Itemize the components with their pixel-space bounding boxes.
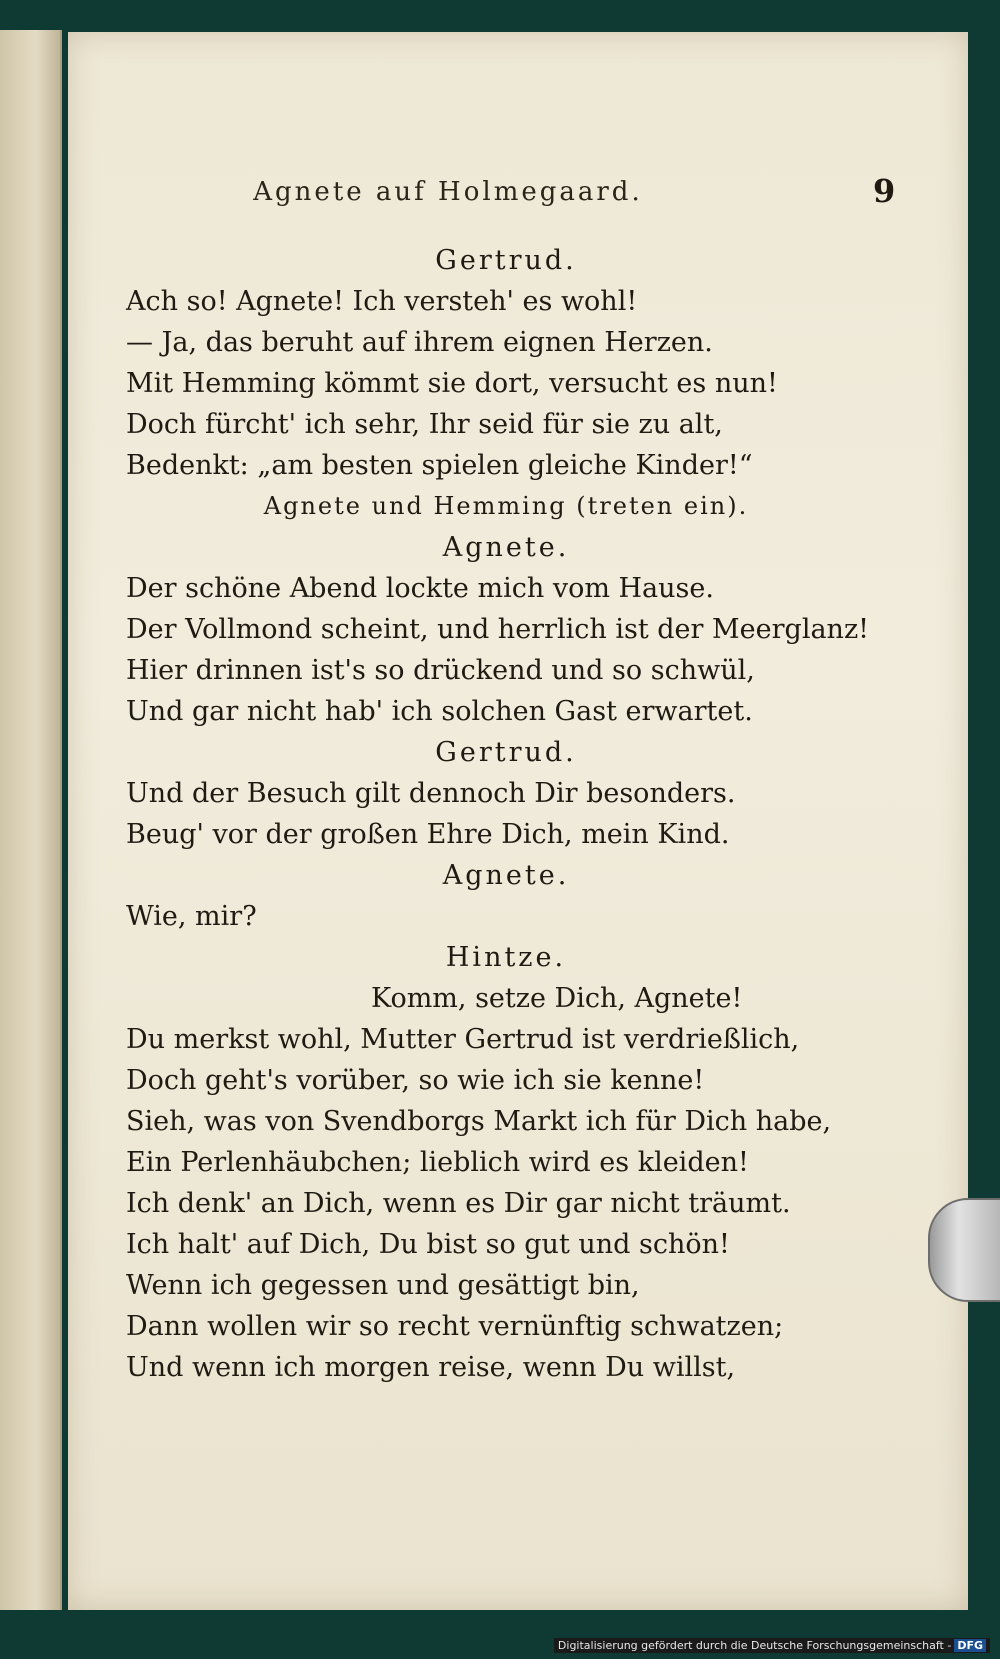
running-head: Agnete auf Holmegaard. [253, 177, 643, 207]
page-number: 9 [873, 172, 896, 210]
stage-direction: Agnete und Hemming (treten ein). [263, 492, 749, 520]
footer-text: Digitalisierung gefördert durch die Deutsche Forschungsgemeinschaft - [557, 1639, 952, 1652]
verse-line: Doch fürcht' ich sehr, Ihr seid für sie zu alt, [126, 409, 723, 440]
footer-credit [554, 1638, 990, 1653]
book-page [68, 32, 968, 1610]
verse-line: — Ja, das beruht auf ihrem eignen Herzen. [126, 327, 713, 358]
dfg-logo: DFG [954, 1639, 986, 1652]
verse-line: Ach so! Agnete! Ich versteh' es wohl! [126, 286, 638, 317]
verse-line: Ein Perlenhäubchen; lieblich wird es kleiden! [126, 1147, 749, 1178]
verse-line: Bedenkt: „am besten spielen gleiche Kinder!“ [126, 450, 753, 481]
page-clip [928, 1198, 1000, 1302]
verse-line: Und der Besuch gilt dennoch Dir besonders. [126, 778, 736, 809]
verse-line: Ich denk' an Dich, wenn es Dir gar nicht träumt. [126, 1188, 791, 1219]
verse-line: Hier drinnen ist's so drückend und so schwül, [126, 655, 755, 686]
verse-line: Mit Hemming kömmt sie dort, versucht es nun! [126, 368, 778, 399]
speaker-name: Agnete. [442, 532, 570, 563]
verse-line: Der schöne Abend lockte mich vom Hause. [126, 573, 714, 604]
verse-line: Wie, mir? [126, 901, 257, 932]
speaker-name: Hintze. [445, 942, 567, 973]
verse-line: Dann wollen wir so recht vernünftig schwatzen; [126, 1311, 784, 1342]
verse-line: Ich halt' auf Dich, Du bist so gut und schön! [126, 1229, 730, 1260]
verse-line: Doch geht's vorüber, so wie ich sie kenne! [126, 1065, 705, 1096]
verse-line: Beug' vor der großen Ehre Dich, mein Kind. [126, 819, 730, 850]
verse-line: Wenn ich gegessen und gesättigt bin, [126, 1270, 640, 1301]
verse-line: Komm, setze Dich, Agnete! [371, 983, 743, 1014]
verse-text [126, 240, 886, 1388]
verse-line: Du merkst wohl, Mutter Gertrud ist verdrießlich, [126, 1024, 800, 1055]
verse-line: Und wenn ich morgen reise, wenn Du willst, [126, 1352, 736, 1383]
left-page-edge [0, 30, 62, 1610]
speaker-name: Gertrud. [435, 737, 577, 768]
verse-line: Und gar nicht hab' ich solchen Gast erwartet. [126, 696, 753, 727]
speaker-name: Gertrud. [435, 245, 577, 276]
verse-line: Sieh, was von Svendborgs Markt ich für Dich habe, [126, 1106, 832, 1137]
speaker-name: Agnete. [442, 860, 570, 891]
verse-line: Der Vollmond scheint, und herrlich ist der Meerglanz! [126, 614, 870, 645]
